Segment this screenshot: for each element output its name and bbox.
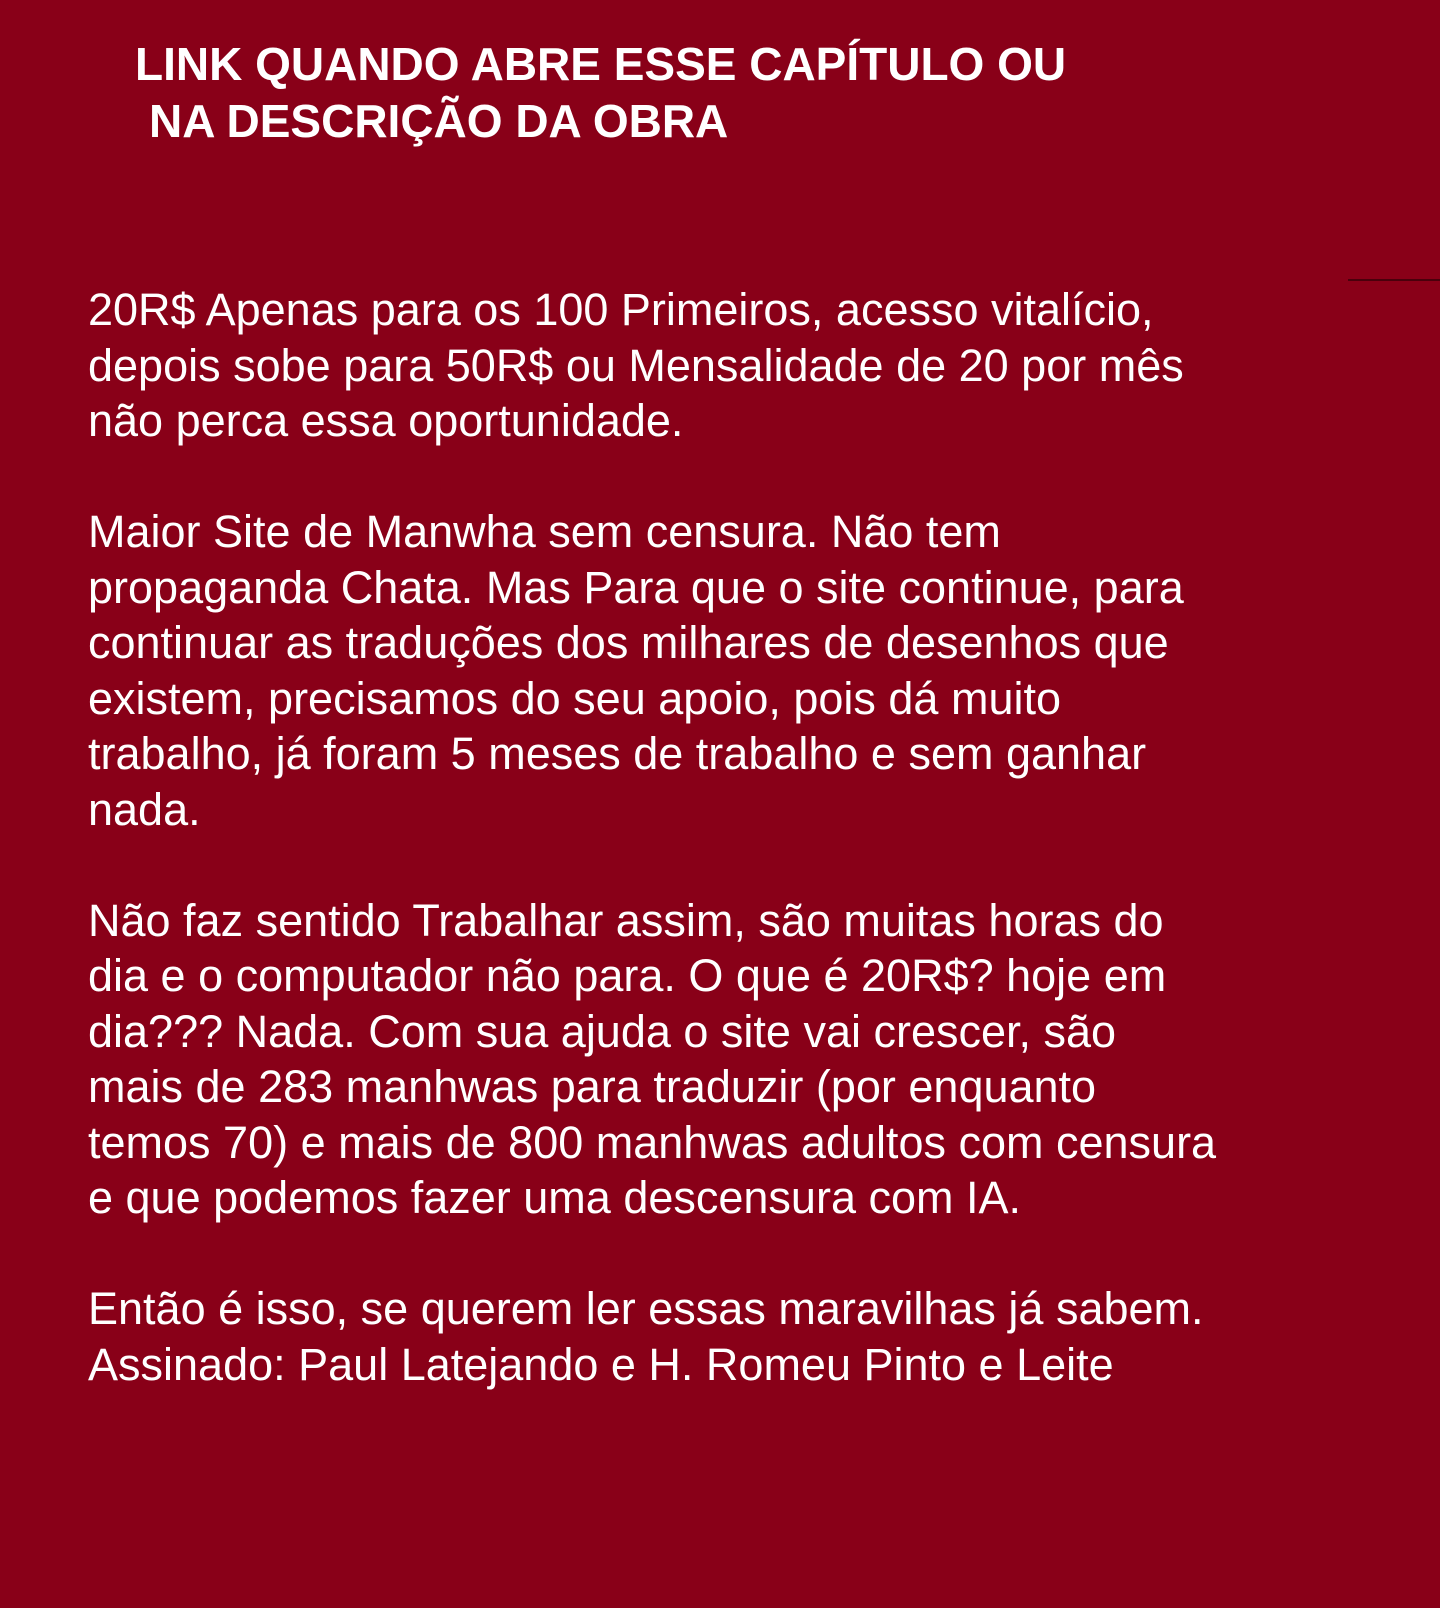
text-line: Maior Site de Manwha sem censura. Não tem — [88, 506, 1001, 557]
text-line: dia??? Nada. Com sua ajuda o site vai crescer, são — [88, 1005, 1117, 1057]
text-line: não perca essa oportunidade. — [88, 395, 684, 446]
signature-paragraph — [88, 1281, 1388, 1392]
notice-heading — [135, 36, 1066, 150]
text-line: dia e o computador não para. O que é 20R$? hoje em — [88, 950, 1167, 1001]
support-paragraph — [88, 893, 1388, 1226]
text-line: depois sobe para 50R$ ou Mensalidade de 20 por mês — [88, 339, 1184, 391]
heading-line-1: LINK QUANDO ABRE ESSE CAPÍTULO OU — [135, 38, 1067, 90]
text-line: nada. — [88, 783, 201, 835]
text-line: trabalho, já foram 5 meses de trabalho e sem ganhar — [88, 728, 1147, 779]
site-description-paragraph — [88, 504, 1388, 837]
heading-line-2: NA DESCRIÇÃO DA OBRA — [149, 95, 729, 147]
notice-body — [88, 282, 1388, 1392]
text-line: Não faz sentido Trabalhar assim, são muitas horas do — [88, 894, 1164, 946]
text-line: existem, precisamos do seu apoio, pois dá muito — [88, 672, 1061, 724]
text-line: 20R$ Apenas para os 100 Primeiros, acesso vitalício, — [88, 284, 1154, 335]
text-line: propaganda Chata. Mas Para que o site continue, para — [88, 561, 1184, 613]
offer-paragraph — [88, 282, 1388, 449]
text-line: e que podemos fazer uma descensura com IA. — [88, 1172, 1022, 1223]
text-line: mais de 283 manhwas para traduzir (por enquanto — [88, 1061, 1097, 1112]
edge-divider — [1348, 279, 1440, 281]
text-line: continuar as traduções dos milhares de desenhos que — [88, 617, 1169, 668]
text-line: Então é isso, se querem ler essas maravilhas já sabem. — [88, 1283, 1204, 1334]
signature-line: Assinado: Paul Latejando e H. Romeu Pinto e Leite — [88, 1338, 1114, 1390]
text-line: temos 70) e mais de 800 manhwas adultos com censura — [88, 1116, 1217, 1168]
